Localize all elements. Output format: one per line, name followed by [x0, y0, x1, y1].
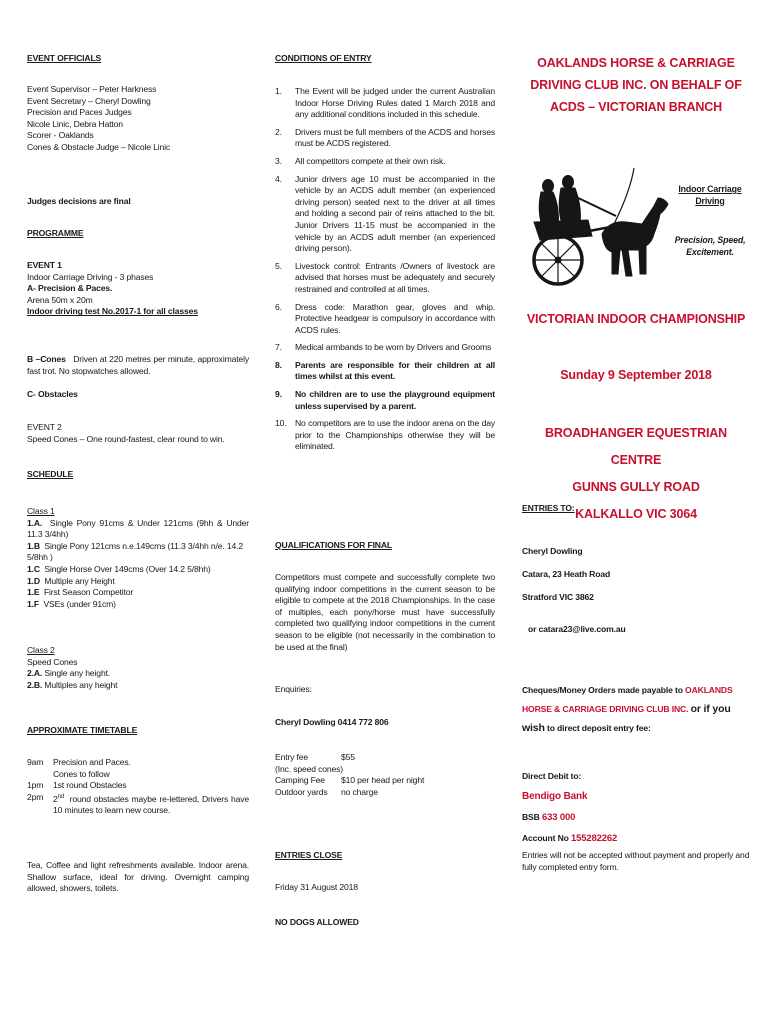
schedule-heading: SCHEDULE: [27, 469, 74, 479]
cheques-note: Cheques/Money Orders made payable to OAKLANDS HORSE & CARRIAGE DRIVING CLUB INC. or if you wish to direct deposit entry fee:: [522, 685, 733, 734]
venue-line: GUNNS GULLY ROAD: [572, 480, 700, 494]
timetable-row: 9am Precision and Paces.: [27, 757, 131, 767]
payment-warning: Entries will not be accepted without payment and properly and fully completed entry form.: [522, 850, 750, 872]
event1-test: Indoor driving test No.2017-1 for all classes: [27, 306, 198, 317]
official-line: Nicole Linic, Debra Hatton: [27, 118, 123, 129]
timetable-row: 1pm 1st round Obstacles: [27, 780, 127, 791]
fee-row: Entry fee $55: [275, 752, 355, 762]
officials-list: [27, 84, 170, 154]
fee-row: Outdoor yards no charge: [275, 786, 378, 797]
class1-title: Class 1: [27, 506, 55, 516]
direct-debit-label: Direct Debit to:: [522, 771, 582, 781]
venue-line: KALKALLO VIC 3064: [575, 507, 697, 521]
class1-block: [27, 506, 249, 610]
official-line: Cones & Obstacle Judge – Nicole Linic: [27, 141, 171, 152]
entries-close-date: Friday 31 August 2018: [275, 882, 358, 892]
condition-item: 8. Parents are responsible for their children at all times whilst at this event.: [275, 359, 495, 382]
championship-title: VICTORIAN INDOOR CHAMPIONSHIP: [526, 312, 746, 326]
no-dogs-notice: NO DOGS ALLOWED: [275, 917, 359, 927]
event1-block: [27, 260, 249, 318]
entries-email: or catara23@live.com.au: [528, 624, 626, 634]
address-line: Catara, 23 Heath Road: [522, 569, 611, 579]
condition-item: 10. No competitors are to use the indoor arena on the day prior to the Championships otherwise they will be eliminated.: [275, 418, 495, 452]
event1-title: EVENT 1: [27, 260, 62, 270]
address-line: Cheryl Dowling: [522, 546, 583, 556]
timetable-row: 2pm 2nd round obstacles maybe re-lettered, Drivers have 10 minutes to learn new course.: [27, 791, 249, 816]
club-title: OAKLANDS HORSE & CARRIAGE DRIVING CLUB INC. ON BEHALF OF ACDS – VICTORIAN BRANCH: [530, 56, 742, 114]
tagline: Precision, Speed, Excitement.: [674, 235, 746, 257]
class-item: 1.C Single Horse Over 149cms (Over 14.2 5/8hh): [27, 563, 211, 574]
official-line: Event Secretary – Cheryl Dowling: [27, 95, 151, 106]
event2-desc: Speed Cones – One round-fastest, clear round to win.: [27, 433, 225, 444]
condition-item: 3. All competitors compete at their own risk.: [275, 155, 446, 166]
class2-desc: Speed Cones: [27, 656, 78, 667]
qualifications-text: Competitors must compete and successfully complete two qualifying indoor competitions in the current season to be eligible to compete at the 2018 Championships. In the case of multiples, each pony/horse must have successfully completed two qualifying indoor competitions in the current season to be eligible (not necessarily in the combination to be used at the final): [275, 572, 495, 652]
official-line: Scorer - Oaklands: [27, 130, 94, 141]
event1-obstacles: C- Obstacles: [27, 389, 78, 399]
entries-address: [522, 540, 610, 609]
address-line: Stratford VIC 3862: [522, 592, 594, 602]
event1-precision: A- Precision & Paces.: [27, 283, 113, 294]
enquiries-label: Enquiries:: [275, 684, 312, 694]
official-line: Precision and Paces Judges: [27, 107, 132, 118]
condition-item: 7. Medical armbands to be worn by Drivers and Grooms: [275, 342, 492, 353]
class2-block: [27, 645, 249, 691]
event1-cones: [27, 354, 249, 377]
programme-heading: PROGRAMME: [27, 228, 84, 238]
class-item: 1.A. Single Pony 91cms & Under 121cms (9hh & Under 11.3 3/4hh): [27, 517, 249, 540]
class-item: 2.A. Single any height.: [27, 668, 111, 679]
condition-item: 6. Dress code: Marathon gear, gloves and whip. Protective headgear is compulsory in accordance with ACDS rules.: [275, 301, 495, 335]
conditions-heading: CONDITIONS OF ENTRY: [275, 53, 372, 63]
fees-table: [275, 752, 495, 798]
condition-item: 5. Livestock control: Entrants /Owners of livestock are advised that horses must be adequately and securely restrained and controlled at all times.: [275, 260, 495, 294]
class2-title: Class 2: [27, 645, 55, 655]
class-item: 2.B. Multiples any height: [27, 679, 118, 690]
cones-label: B –Cones: [27, 354, 66, 364]
event-date: Sunday 9 September 2018: [560, 368, 712, 382]
class-item: 1.E First Season Competitor: [27, 587, 134, 598]
account-line: Account No 155282262: [522, 833, 618, 844]
judges-final-note: Judges decisions are final: [27, 196, 131, 206]
qualifications-heading: QUALIFICATIONS FOR FINAL: [275, 540, 393, 550]
official-line: Event Supervisor – Peter Harkness: [27, 84, 157, 94]
bank-name: Bendigo Bank: [522, 791, 588, 802]
fee-row: (Inc. speed cones): [275, 763, 343, 774]
condition-item: 1. The Event will be judged under the current Australian Indoor Horse Driving Rules dated 1 March 2018 and any additional conditions included in this schedule.: [275, 86, 495, 120]
event1-desc: Indoor Carriage Driving - 3 phases: [27, 271, 154, 282]
class-item: 1.B Single Pony 121cms n.e.149cms (11.3 3/4hh n/e. 14.2 5/8hh ): [27, 540, 243, 563]
refreshments-note: Tea, Coffee and light refreshments available. Indoor arena. Shallow surface, ideal for driving. Overnight camping allowed, showers, toilets.: [27, 860, 249, 894]
event1-arena: Arena 50m x 20m: [27, 294, 93, 305]
event2-block: [27, 422, 249, 445]
timetable: [27, 757, 249, 817]
bsb-line: BSB 633 000: [522, 812, 576, 823]
class-item: 1.F VSEs (under 91cm): [27, 598, 116, 609]
condition-item: 2. Drivers must be full members of the ACDS and horses must be ACDS registered.: [275, 126, 495, 149]
cones-text: Driven at 220 metres per minute, approximately fast trot. No stopwatches allowed.: [27, 354, 249, 376]
enquiries-contact: Cheryl Dowling 0414 772 806: [275, 717, 389, 727]
conditions-list: [275, 86, 495, 453]
fee-row: Camping Fee $10 per head per night: [275, 775, 425, 786]
class-item: 1.D Multiple any Height: [27, 575, 115, 586]
indoor-carriage-driving-label: Indoor Carriage Driving: [678, 184, 742, 206]
condition-item: 4. Junior drivers age 10 must be accompanied in the vehicle by an ACDS adult member (an experienced driving person) seated next to the driver at all times and holding a second pair of reins attached to the bit. Junior Drivers 11-15 must be accompanied in the vehicle by an ACDS adult member (an experienced driving person).: [275, 173, 495, 254]
horse-and-carriage-icon: [522, 162, 672, 290]
entries-to-heading: ENTRIES TO:: [522, 503, 575, 513]
event-officials-heading: EVENT OFFICIALS: [27, 53, 102, 63]
venue-line: BROADHANGER EQUESTRIAN CENTRE: [544, 426, 728, 467]
timetable-row: Cones to follow: [53, 768, 110, 779]
condition-item: 9. No children are to use the playground equipment unless supervised by a parent.: [275, 389, 495, 411]
event2-title: EVENT 2: [27, 422, 62, 432]
entries-close-heading: ENTRIES CLOSE: [275, 850, 343, 860]
timetable-heading: APPROXIMATE TIMETABLE: [27, 725, 138, 735]
